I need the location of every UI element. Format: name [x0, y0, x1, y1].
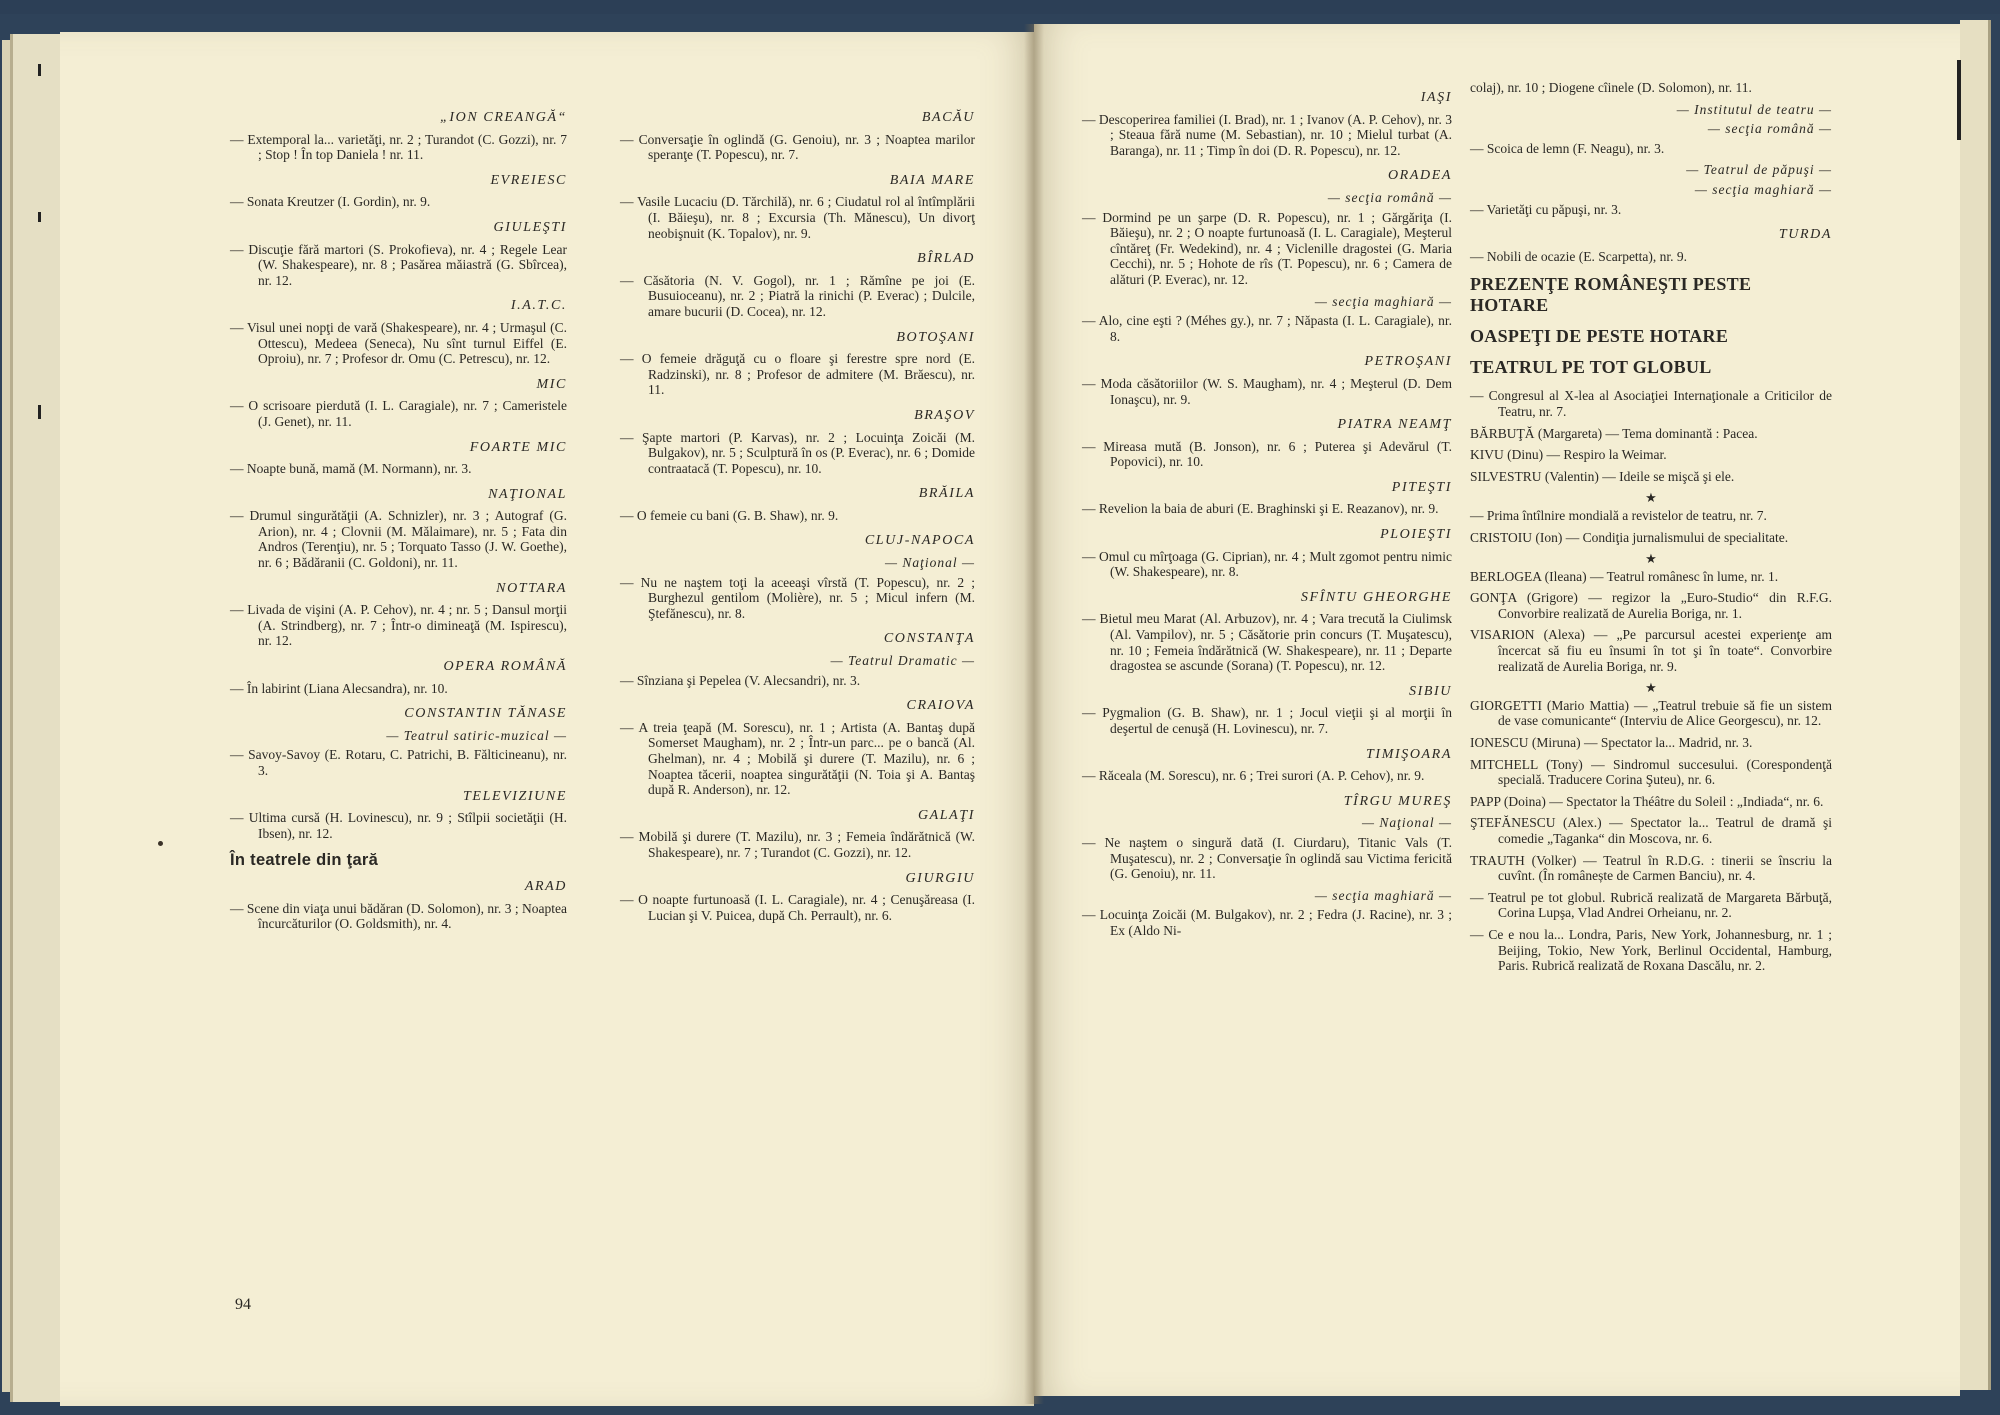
section-heading: PIATRA NEAMŢ — [1337, 417, 1452, 433]
index-entry: — Congresul al X-lea al Asociaţiei Internaţionale a Criticilor de Teatru, nr. 7. — [1470, 388, 1832, 419]
section-heading: SFÎNTU GHEORGHE — [1300, 589, 1452, 605]
index-entry: — Bietul meu Marat (Al. Arbuzov), nr. 4 ; Vara trecută la Ciulimsk (Al. Vampilov), nr. 5 ; Căsătorie prin concurs (T. Muşatescu), nr. 10 ; Femeia îndărătnică (W. Shakespeare), nr. 11 ; Departe dragostea se ascunde (Sorana) (T. Popescu), nr. 12. — [1082, 611, 1452, 674]
section-heading: TELEVIZIUNE — [463, 788, 567, 804]
main-heading: TEATRUL PE TOT GLOBUL — [1470, 357, 1712, 378]
index-entry: IONESCU (Miruna) — Spectator la... Madrid, nr. 3. — [1470, 735, 1753, 751]
subsection-heading: — secţia maghiară — — [1314, 293, 1452, 309]
subsection-heading: — secţia maghiară — — [1314, 887, 1452, 903]
edge-mark — [38, 64, 41, 76]
index-entry: — Savoy-Savoy (E. Rotaru, C. Patrichi, B. Fălticineanu), nr. 3. — [230, 747, 567, 778]
book-gutter — [1024, 24, 1044, 1404]
left-page-column-1 — [230, 100, 567, 938]
index-entry: — Ultima cursă (H. Lovinescu), nr. 9 ; Stîlpii societăţii (H. Ibsen), nr. 12. — [230, 810, 567, 841]
index-entry: — Alo, cine eşti ? (Méhes gy.), nr. 7 ; Năpasta (I. L. Caragiale), nr. 8. — [1082, 313, 1452, 344]
section-heading: BACĂU — [921, 110, 975, 125]
section-heading: BRAŞOV — [914, 407, 975, 423]
index-entry: — Moda căsătoriilor (W. S. Maugham), nr. 4 ; Meşterul (D. Dem Ionaşcu), nr. 9. — [1082, 375, 1452, 407]
index-entry: — Varietăţi cu păpuşi, nr. 3. — [1470, 201, 1622, 217]
index-entry: — Prima întîlnire mondială a revistelor de teatru, nr. 7. — [1470, 507, 1767, 523]
index-entry: — Extemporal la... varietăţi, nr. 2 ; Turandot (C. Gozzi), nr. 7 ; Stop ! În top Daniela ! nr. 11. — [230, 131, 567, 163]
page-number: 94 — [235, 1296, 251, 1313]
index-entry: PAPP (Doina) — Spectator la Théâtre du Soleil : „Indiada“, nr. 6. — [1470, 793, 1824, 809]
index-entry: — Mobilă şi durere (T. Mazilu), nr. 3 ; Femeia îndărătnică (W. Shakespeare), nr. 7 ; Turandot (C. Gozzi), nr. 12. — [620, 829, 975, 860]
edge-mark — [38, 212, 41, 222]
section-heading: BAIA MARE — [889, 172, 975, 188]
main-heading: PREZENŢE ROMÂNEŞTI PESTE HOTARE — [1470, 274, 1752, 316]
index-entry: — O scrisoare pierdută (I. L. Caragiale), nr. 7 ; Cameristele (J. Genet), nr. 11. — [230, 398, 567, 429]
subsection-heading: — Teatrul satiric-muzical — — [386, 727, 567, 743]
index-entry: — A treia ţeapă (M. Sorescu), nr. 1 ; Artista (A. Bantaş după Somerset Maugham), nr. 2 ; Într-un parc... pe o bancă (Al. Ghelman), nr. 4 ; Mobilă şi durere (T. Mazilu), nr. 6 ; Noaptea tăcerii, noaptea singurătăţii (N. Toia şi A. Bantaş după R. Anderson), nr. 12. — [620, 719, 975, 798]
index-entry: — Scene din viaţa unui bădăran (D. Solomon), nr. 3 ; Noaptea încurcăturilor (O. Goldsmith), nr. 4. — [230, 900, 567, 932]
index-entry: — Răceala (M. Sorescu), nr. 6 ; Trei surori (A. P. Cehov), nr. 9. — [1082, 768, 1425, 784]
subsection-heading: — secţia maghiară — — [1694, 181, 1832, 197]
index-entry: — Pygmalion (G. B. Shaw), nr. 1 ; Jocul vieţii şi al morţii în deşertul de cenuşă (H. Lovinescu), nr. 7. — [1082, 705, 1452, 736]
index-entry: — Visul unei nopţi de vară (Shakespeare), nr. 4 ; Urmaşul (C. Ottescu), Medeea (Seneca), Nu sînt turnul Eiffel (E. Oproiu), nr. 7 ; Profesor dr. Omu (C. Petrescu), nr. 12. — [230, 319, 567, 367]
index-entry: TRAUTH (Volker) — Teatrul în R.D.G. : tinerii se înscriu la cuvînt. (În românește de Carmen Banciu), nr. 4. — [1470, 852, 1832, 884]
index-entry: — O noapte furtunoasă (I. L. Caragiale), nr. 4 ; Cenuşăreasa (I. Lucian şi V. Puicea, după Ch. Perrault), nr. 6. — [620, 892, 975, 923]
section-title: În teatrele din ţară — [230, 851, 379, 870]
section-heading: CLUJ-NAPOCA — [864, 533, 975, 549]
index-entry: — Nobili de ocazie (E. Scarpetta), nr. 9. — [1470, 248, 1688, 264]
section-heading: EVREIESC — [490, 172, 567, 188]
left-page-column-2 — [620, 100, 975, 929]
section-heading: CONSTANTIN TĂNASE — [404, 706, 567, 722]
section-heading: NOTTARA — [496, 580, 567, 596]
section-heading: TURDA — [1778, 227, 1832, 243]
section-heading: OPERA ROMÂNĂ — [443, 659, 567, 675]
section-heading: TIMIŞOARA — [1366, 746, 1452, 762]
index-entry: SILVESTRU (Valentin) — Ideile se mişcă şi ele. — [1470, 468, 1735, 484]
index-entry: — Vasile Lucaciu (D. Tărchilă), nr. 6 ; Ciudatul rol al întîmplării (I. Băieşu), nr. 8 ; Excursia (Th. Mănescu), Un divorţ neobişnuit (K. Topalov), nr. 9. — [620, 194, 975, 241]
star-separator: ★ — [1645, 490, 1657, 506]
index-entry: GIORGETTI (Mario Mattia) — „Teatrul trebuie să fie un sistem de vase comunicante“ (Interviu de Alice Georgescu), nr. 12. — [1470, 697, 1832, 729]
section-heading: PLOIEŞTI — [1380, 527, 1452, 543]
section-heading: IAŞI — [1420, 90, 1452, 105]
index-entry: — Scoica de lemn (F. Neagu), nr. 3. — [1470, 140, 1665, 156]
section-heading: CONSTANŢA — [883, 631, 975, 647]
index-entry: — Discuţie fără martori (S. Prokofieva), nr. 4 ; Regele Lear (W. Shakespeare), nr. 8 ; Pasărea măiastră (G. Sbîrcea), nr. 12. — [230, 241, 567, 288]
edge-mark — [1957, 60, 1961, 140]
star-separator: ★ — [1645, 680, 1657, 696]
section-heading: BOTOŞANI — [896, 329, 975, 345]
edge-mark — [38, 405, 41, 419]
section-heading: GALAŢI — [917, 807, 975, 823]
section-heading: SIBIU — [1409, 683, 1452, 699]
subsection-heading: — Teatrul de păpuşi — — [1686, 162, 1832, 178]
index-entry: — Dormind pe un şarpe (D. R. Popescu), nr. 1 ; Gărgăriţa (I. Băieşu), nr. 2 ; O noapte furtunoasă (I. L. Caragiale), Meşterul cîntăreţ (Fr. Wedekind), nr. 4 ; Viclenille dragostei (G. Maria Cecchi), nr. 5 ; Hohote de rîs (T. Popescu), nr. 6 ; Camera de alături (P. Everac), nr. 12. — [1082, 209, 1452, 287]
subsection-heading: — Institutul de teatru — — [1676, 101, 1832, 117]
section-heading: BRĂILA — [918, 486, 975, 502]
index-entry: — Conversaţie în oglindă (G. Genoiu), nr. 3 ; Noaptea marilor speranţe (T. Popescu), nr. 7. — [620, 131, 975, 163]
section-heading: PETROŞANI — [1364, 354, 1452, 370]
section-heading: GIULEŞTI — [493, 219, 567, 235]
index-entry: — În labirint (Liana Alecsandra), nr. 10. — [230, 680, 448, 696]
index-entry: — Omul cu mîrţoaga (G. Ciprian), nr. 4 ; Mult zgomot pentru nimic (W. Shakespeare), nr. 8. — [1082, 548, 1452, 580]
index-entry: — Noapte bună, mamă (M. Normann), nr. 3. — [230, 461, 472, 477]
margin-dot — [158, 841, 163, 846]
section-heading: PITEŞTI — [1391, 479, 1452, 495]
subsection-heading: — Teatrul Dramatic — — [830, 653, 975, 669]
index-entry: — O femeie drăguţă cu o floare şi ferestre spre nord (E. Radzinski), nr. 8 ; Profesor de admitere (M. Brăescu), nr. 11. — [620, 351, 975, 398]
right-page-column-2 — [1470, 80, 1832, 980]
index-entry-continued: colaj), nr. 10 ; Diogene cîinele (D. Solomon), nr. 11. — [1470, 80, 1752, 95]
index-entry: — Mireasa mută (B. Jonson), nr. 6 ; Puterea şi Adevărul (T. Popovici), nr. 10. — [1082, 438, 1452, 470]
index-entry: — Şapte martori (P. Karvas), nr. 2 ; Locuinţa Zoicăi (M. Bulgakov), nr. 5 ; Sculptură în os (P. Everac), nr. 6 ; Domide contraatacă (T. Popescu), nr. 10. — [620, 429, 975, 476]
section-heading: I.A.T.C. — [510, 298, 567, 314]
index-entry: ŞTEFĂNESCU (Alex.) — Spectator la... Teatrul de dramă şi comedie „Taganka“ din Moscova, nr. 6. — [1470, 815, 1832, 846]
index-entry: — Drumul singurătăţii (A. Schnizler), nr. 3 ; Autograf (G. Arion), nr. 4 ; Clovnii (M. Mălaimare), nr. 5 ; Fata din Andros (Terenţiu), nr. 5 ; Torquato Tasso (J. W. Goethe), nr. 6 ; Bădăranii (C. Goldoni), nr. 11. — [230, 508, 567, 571]
index-entry: VISARION (Alexa) — „Pe parcursul acestei experienţe am încercat să fiu eu însumi în tot şi în toate“. Convorbire realizată de Aurelia Boriga, nr. 9. — [1470, 627, 1832, 674]
section-heading: TÎRGU MUREŞ — [1343, 793, 1452, 809]
index-entry: BERLOGEA (Ileana) — Teatrul românesc în lume, nr. 1. — [1470, 568, 1779, 584]
page-stack-right — [1960, 20, 1991, 1390]
index-entry: CRISTOIU (Ion) — Condiţia jurnalismului de specialitate. — [1470, 529, 1789, 545]
section-heading: „ION CREANGĂ“ — [440, 110, 567, 125]
index-entry: — Sînziana şi Pepelea (V. Alecsandri), nr. 3. — [620, 672, 861, 688]
right-page-column-1 — [1082, 80, 1452, 945]
index-entry: — Teatrul pe tot globul. Rubrică realizată de Margareta Bărbuţă, Corina Lupşa, Vlad Andrei Orheianu, nr. 2. — [1470, 889, 1832, 921]
subsection-heading: — Naţional — — [1361, 815, 1452, 831]
star-separator: ★ — [1645, 551, 1657, 567]
section-heading: NAŢIONAL — [488, 486, 567, 502]
index-entry: — Revelion la baia de aburi (E. Braghinski şi E. Reazanov), nr. 9. — [1082, 501, 1439, 517]
section-heading: GIURGIU — [905, 870, 975, 886]
section-heading: ARAD — [524, 878, 567, 894]
section-heading: FOARTE MIC — [469, 439, 567, 455]
index-entry: KIVU (Dinu) — Respiro la Weimar. — [1470, 447, 1667, 463]
subsection-heading: — Naţional — — [884, 555, 975, 571]
index-entry: — Ne naştem o singură dată (I. Ciurdaru), Titanic Vals (T. Muşatescu), nr. 2 ; Conversaţie în oglindă sau Victima fericită (G. Genoiu), nr. 11. — [1082, 834, 1452, 882]
index-entry: — O femeie cu bani (G. B. Shaw), nr. 9. — [620, 507, 839, 523]
index-entry: — Descoperirea familiei (I. Brad), nr. 1 ; Ivanov (A. P. Cehov), nr. 3 ; Steaua fără nume (M. Sebastian), nr. 10 ; Mielul turbat (A. Baranga), nr. 11 ; Timp în doi (D. R. Popescu), nr. 12. — [1082, 111, 1452, 158]
section-heading: MIC — [536, 376, 567, 392]
index-entry: — Ce e nou la... Londra, Paris, New York, Johannesburg, nr. 1 ; Beijing, Tokio, New York, Berlinul Occidental, Hamburg, Paris. Rubrică realizată de Roxana Dascălu, nr. 2. — [1470, 926, 1832, 974]
index-entry: — Locuinţa Zoicăi (M. Bulgakov), nr. 2 ; Fedra (J. Racine), nr. 3 ; Ex (Aldo Ni- — [1082, 907, 1452, 938]
section-heading: BÎRLAD — [917, 251, 975, 267]
main-heading: OASPEŢI DE PESTE HOTARE — [1470, 326, 1729, 347]
index-entry: — Nu ne naştem toţi la aceeaşi vîrstă (T. Popescu), nr. 2 ; Burghezul gentilom (Molière), nr. 5 ; Micul infern (M. Ştefănescu), nr. 8. — [620, 574, 975, 621]
index-entry: BĂRBUŢĂ (Margareta) — Tema dominantă : Pacea. — [1470, 425, 1758, 441]
section-heading: ORADEA — [1387, 168, 1452, 184]
index-entry: — Sonata Kreutzer (I. Gordin), nr. 9. — [230, 194, 431, 210]
index-entry: MITCHELL (Tony) — Sindromul succesului. (Corespondenţă specială. Traducere Corina Şuteu), nr. 6. — [1470, 756, 1832, 788]
section-heading: CRAIOVA — [906, 698, 975, 714]
index-entry: — Căsătoria (N. V. Gogol), nr. 1 ; Rămîne pe joi (E. Busuioceanu), nr. 2 ; Piatră la rinichi (P. Everac) ; Dulcile, amare bucurii (D. Cocea), nr. 12. — [620, 272, 975, 319]
index-entry: — Livada de vişini (A. P. Cehov), nr. 4 ; nr. 5 ; Dansul morţii (A. Strindberg), nr. 7 ; Într-o dimineaţă (M. Ispirescu), nr. 12. — [230, 602, 567, 649]
subsection-heading: — secţia română — — [1707, 121, 1832, 137]
index-entry: GONŢA (Grigore) — regizor la „Euro-Studio“ din R.F.G. Convorbire realizată de Aurelia Boriga, nr. 1. — [1470, 590, 1832, 621]
subsection-heading: — secţia română — — [1327, 189, 1452, 205]
